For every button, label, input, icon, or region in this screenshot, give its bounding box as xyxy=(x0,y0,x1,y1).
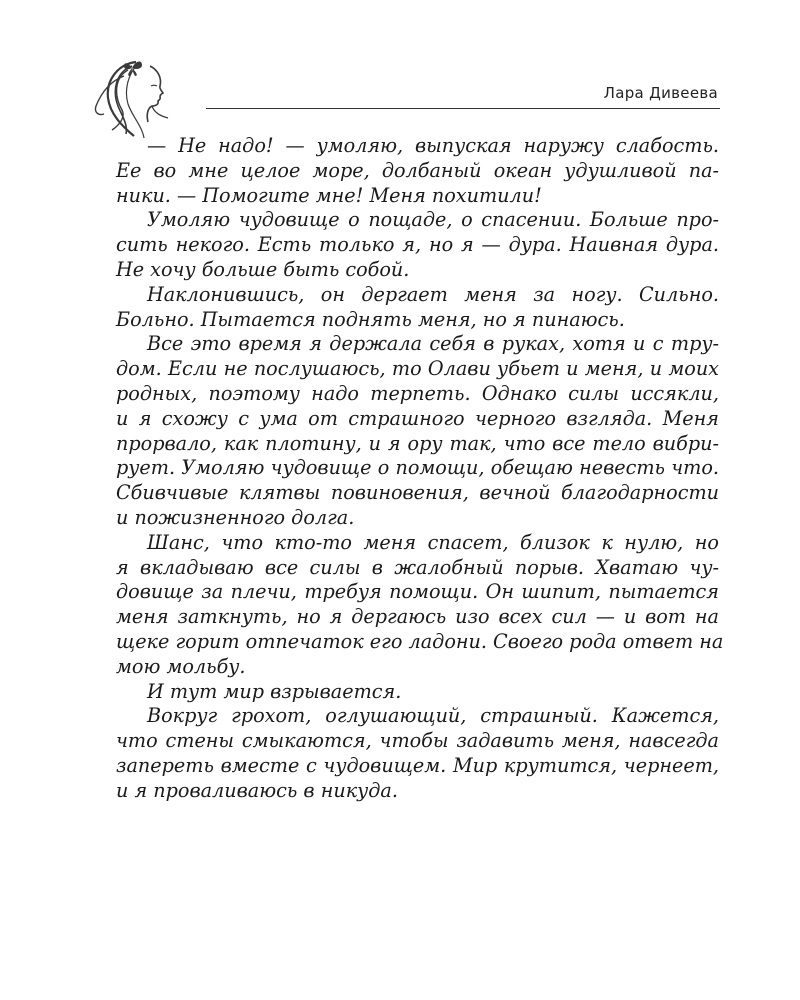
text-line: Умоляю чудовище о пощаде, о спасении. Больше про- xyxy=(147,208,719,232)
body-text xyxy=(116,134,724,804)
text-line: щеке горит отпечаток его ладони. Своего рода ответ на xyxy=(116,629,724,653)
text-line: прорвало, как плотину, и я ору так, что все тело вибри- xyxy=(116,431,719,455)
paragraph xyxy=(116,530,724,680)
text-line: запереть вместе с чудовищем. Мир крутится, чернеет, xyxy=(116,753,719,777)
text-line: и пожизненного долга. xyxy=(116,505,355,529)
text-line: и я проваливаюсь в никуда. xyxy=(116,778,398,802)
woman-silhouette-logo-icon xyxy=(88,56,188,142)
text-line: Вокруг грохот, оглушающий, страшный. Кажется, xyxy=(147,704,719,728)
text-line: меня заткнуть, но я дергаюсь изо всех сил — и вот на xyxy=(116,605,719,629)
text-line: Больно. Пытается поднять меня, но я пинаюсь. xyxy=(116,307,625,331)
text-line: сить некого. Есть только я, но я — дура. Наивная дура. xyxy=(116,233,719,257)
paragraph xyxy=(116,704,719,803)
text-line: Сбивчивые клятвы повиновения, вечной благодарности xyxy=(116,481,719,505)
text-line: Наклонившись, он дергает меня за ногу. Сильно. xyxy=(147,282,719,306)
text-line: рует. Умоляю чудовище о помощи, обещаю невесть что. xyxy=(116,456,719,480)
text-line: И тут мир взрывается. xyxy=(147,679,402,703)
paragraph xyxy=(116,283,719,333)
text-line: и я схожу с ума от страшного черного взгляда. Меня xyxy=(116,406,719,430)
text-line: Не хочу больше быть собой. xyxy=(116,257,410,281)
text-line: ники. — Помогите мне! Меня похитили! xyxy=(116,183,542,207)
text-line: я вкладываю все силы в жалобный порыв. Хватаю чу- xyxy=(116,555,719,579)
text-line: дом. Если не послушаюсь, то Олави убьет и меня, и моих xyxy=(116,357,719,381)
text-line: что стены смыкаются, чтобы задавить меня, навсегда xyxy=(116,729,719,753)
running-header-author: Лара Дивеева xyxy=(603,84,718,102)
header-divider xyxy=(206,108,720,109)
text-line: — Не надо! — умоляю, выпуская наружу слабость. xyxy=(147,134,719,157)
text-line: родных, поэтому надо терпеть. Однако силы иссякли, xyxy=(116,381,719,405)
paragraph xyxy=(116,680,719,705)
text-line: Все это время я держала себя в руках, хотя и с тру- xyxy=(147,332,719,356)
text-line: мою мольбу. xyxy=(116,654,246,678)
text-line: Шанс, что кто-то меня спасет, близок к нулю, но xyxy=(147,530,719,554)
paragraph xyxy=(116,134,719,208)
paragraph xyxy=(116,332,719,530)
text-line: довище за плечи, требуя помощи. Он шипит, пытается xyxy=(116,580,719,604)
text-line: Ее во мне целое море, долбаный океан удушливой па- xyxy=(116,158,719,182)
paragraph xyxy=(116,208,719,282)
